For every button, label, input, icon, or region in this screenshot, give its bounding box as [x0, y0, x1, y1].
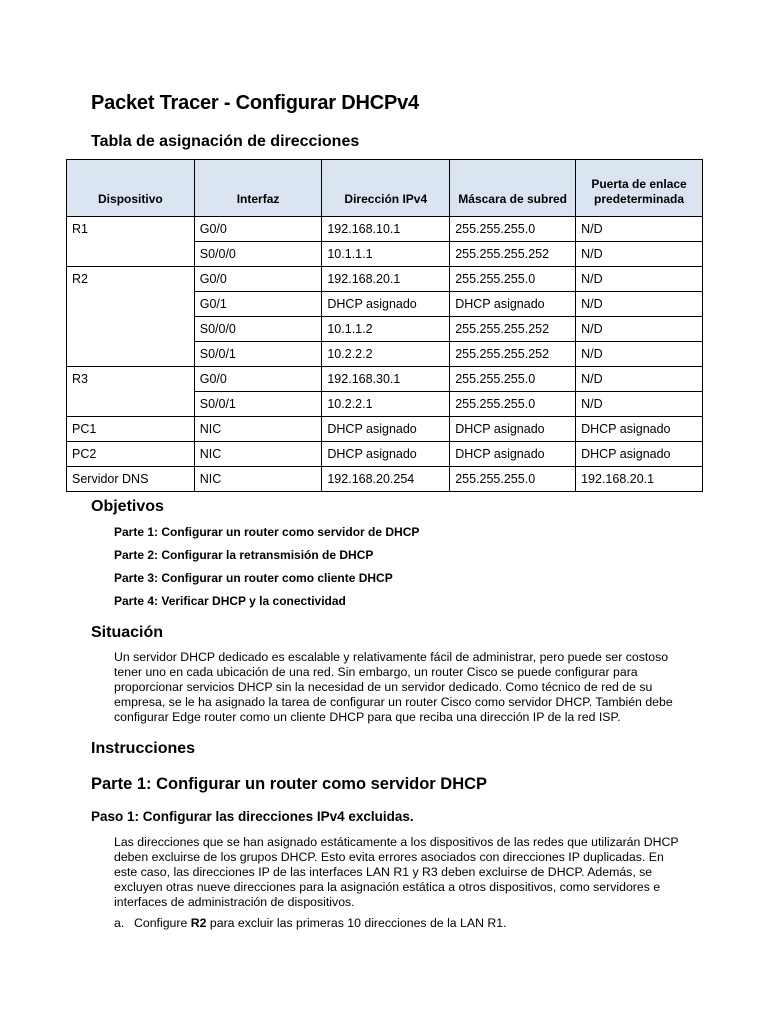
step1-heading: Paso 1: Configurar las direcciones IPv4 excluidas.: [91, 809, 414, 824]
step-item-a: [114, 916, 507, 930]
header-interface: Interfaz: [194, 160, 322, 217]
list-item: Parte 2: Configurar la retransmisión de DHCP: [114, 548, 374, 562]
table-cell: N/D: [576, 317, 703, 342]
table-cell: 255.255.255.0: [450, 467, 576, 492]
header-mask: Máscara de subred: [450, 160, 576, 217]
item-text-post: para excluir las primeras 10 direcciones de la LAN R1.: [206, 916, 507, 930]
table-cell: S0/0/1: [194, 342, 322, 367]
instructions-heading: Instrucciones: [91, 740, 196, 757]
table-cell-device: PC1: [67, 417, 195, 442]
table-cell: DHCP asignado: [322, 442, 450, 467]
table-cell: 10.1.1.2: [322, 317, 450, 342]
table-cell-device: Servidor DNS: [67, 467, 195, 492]
table-cell: 255.255.255.0: [450, 267, 576, 292]
table-cell: 255.255.255.0: [450, 217, 576, 242]
list-item: Parte 1: Configurar un router como servidor de DHCP: [114, 525, 420, 539]
table-cell: N/D: [576, 292, 703, 317]
table-cell: N/D: [576, 367, 703, 392]
item-letter: a.: [114, 916, 125, 930]
table-cell: DHCP asignado: [450, 417, 576, 442]
table-header-row: [67, 160, 703, 217]
table-cell: N/D: [576, 392, 703, 417]
table-row: [67, 217, 703, 242]
table-cell: 192.168.20.1: [322, 267, 450, 292]
table-cell-device: R3: [67, 367, 195, 417]
table-cell: 255.255.255.252: [450, 317, 576, 342]
table-cell: N/D: [576, 267, 703, 292]
table-cell: G0/0: [194, 217, 322, 242]
table-cell-device: R1: [67, 217, 195, 267]
table-cell: S0/0/0: [194, 242, 322, 267]
table-row: [67, 417, 703, 442]
table-cell: 192.168.20.1: [576, 467, 703, 492]
objectives-list: [114, 524, 419, 616]
table-row: [67, 267, 703, 292]
table-cell: G0/1: [194, 292, 322, 317]
situation-text: Un servidor DHCP dedicado es escalable y relativamente fácil de administrar, pero puede ser costoso tener uno en cada ubicación de una red. Sin embargo, un router Cisco se puede configurar para proporcionar servicios DHCP sin la necesidad de un servidor dedicado. Como técnico de red de su empresa, se le ha asignado la tarea de configurar un router Cisco como servidor DHCP. También debe configurar Edge router como un cliente DHCP para que reciba una dirección IP de la red ISP.: [114, 650, 673, 724]
table-cell: NIC: [194, 417, 322, 442]
table-cell: 192.168.20.254: [322, 467, 450, 492]
list-item: Parte 4: Verificar DHCP y la conectividad: [114, 594, 346, 608]
table-cell: DHCP asignado: [450, 442, 576, 467]
table-cell: 255.255.255.252: [450, 242, 576, 267]
table-cell-device: R2: [67, 267, 195, 367]
table-cell: DHCP asignado: [576, 442, 703, 467]
table-cell: DHCP asignado: [450, 292, 576, 317]
table-cell: DHCP asignado: [322, 417, 450, 442]
table-row: [67, 467, 703, 492]
table-row: [67, 442, 703, 467]
table-cell: NIC: [194, 442, 322, 467]
table-cell: 10.2.2.2: [322, 342, 450, 367]
item-text-bold: R2: [190, 916, 207, 930]
address-table: [66, 159, 703, 492]
table-cell: DHCP asignado: [322, 292, 450, 317]
objectives-heading: Objetivos: [91, 498, 164, 515]
table-title: Tabla de asignación de direcciones: [91, 133, 360, 150]
table-cell: 255.255.255.0: [450, 367, 576, 392]
table-cell: 192.168.10.1: [322, 217, 450, 242]
header-gateway: Puerta de enlace predeterminada: [576, 160, 703, 217]
header-ipv4: Dirección IPv4: [322, 160, 450, 217]
table-cell: 192.168.30.1: [322, 367, 450, 392]
table-cell: DHCP asignado: [576, 417, 703, 442]
table-cell: G0/0: [194, 267, 322, 292]
situation-heading: Situación: [91, 624, 164, 641]
header-device: Dispositivo: [67, 160, 195, 217]
table-cell: 255.255.255.252: [450, 342, 576, 367]
table-cell: S0/0/1: [194, 392, 322, 417]
table-cell: N/D: [576, 217, 703, 242]
table-cell: N/D: [576, 342, 703, 367]
step1-text: Las direcciones que se han asignado estáticamente a los dispositivos de las redes que utilizarán DHCP deben excluirse de los grupos DHCP. Esto evita errores asociados con direcciones IP duplicadas. En este caso, las direcciones IP de las interfaces LAN R1 y R3 deben excluirse de DHCP. Además, se excluyen otras nueve direcciones para la asignación estática a otros dispositivos, como servidores e interfaces de administración de dispositivos.: [114, 835, 679, 909]
part1-heading: Parte 1: Configurar un router como servidor DHCP: [91, 775, 488, 793]
table-cell: N/D: [576, 242, 703, 267]
table-cell: NIC: [194, 467, 322, 492]
table-cell: G0/0: [194, 367, 322, 392]
page-title: Packet Tracer - Configurar DHCPv4: [91, 92, 419, 114]
table-cell: 255.255.255.0: [450, 392, 576, 417]
table-cell-device: PC2: [67, 442, 195, 467]
item-text-pre: Configure: [134, 916, 191, 930]
table-cell: 10.2.2.1: [322, 392, 450, 417]
table-cell: S0/0/0: [194, 317, 322, 342]
table-cell: 10.1.1.1: [322, 242, 450, 267]
table-row: [67, 367, 703, 392]
list-item: Parte 3: Configurar un router como cliente DHCP: [114, 571, 393, 585]
